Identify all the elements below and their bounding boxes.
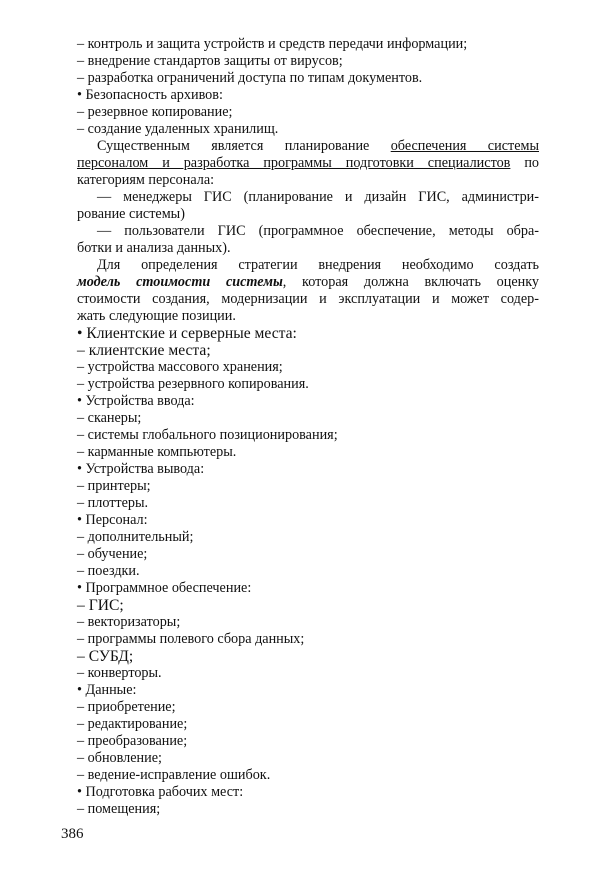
list-item: — менеджеры ГИС (планирование и дизайн ГИС, администри- bbox=[97, 189, 539, 205]
list-item: – разработка ограничений доступа по типам документов. bbox=[77, 70, 423, 86]
list-item: – устройства массового хранения; bbox=[77, 359, 283, 375]
paragraph-line: стоимости создания, модернизации и эксплуатации и может содер- bbox=[77, 291, 539, 307]
page-text bbox=[77, 36, 539, 818]
list-item: – резервное копирование; bbox=[77, 104, 233, 120]
paragraph-line: Для определения стратегии внедрения необходимо создать bbox=[97, 257, 539, 273]
list-item: – ГИС; bbox=[77, 597, 124, 614]
paragraph-line: категориям персонала: bbox=[77, 172, 215, 188]
list-item: – программы полевого сбора данных; bbox=[77, 631, 305, 647]
list-item: – сканеры; bbox=[77, 410, 142, 426]
list-item: — пользователи ГИС (программное обеспечение, методы обра- bbox=[97, 223, 539, 239]
list-item: – конверторы. bbox=[77, 665, 162, 681]
underlined-text: персоналом и разработка программы подготовки специалистов bbox=[77, 155, 511, 171]
paragraph-text: , которая должна включать оценку bbox=[282, 274, 539, 290]
list-item: – создание удаленных хранилищ. bbox=[77, 121, 279, 137]
list-heading: • Персонал: bbox=[77, 512, 148, 528]
page-number: 386 bbox=[61, 826, 84, 842]
list-heading: • Клиентские и серверные места: bbox=[77, 325, 297, 342]
list-item-continuation: рование системы) bbox=[77, 206, 185, 222]
list-item: – обучение; bbox=[77, 546, 148, 562]
list-item: – контроль и защита устройств и средств передачи информации; bbox=[77, 36, 468, 52]
bold-italic-term: модель стоимости системы bbox=[77, 274, 283, 290]
paragraph-line bbox=[77, 138, 539, 155]
list-item: – обновление; bbox=[77, 750, 162, 766]
list-item: – СУБД; bbox=[77, 648, 134, 665]
list-heading: • Подготовка рабочих мест: bbox=[77, 784, 244, 800]
list-item: – внедрение стандартов защиты от вирусов; bbox=[77, 53, 343, 69]
list-item: – устройства резервного копирования. bbox=[77, 376, 309, 392]
list-item: – плоттеры. bbox=[77, 495, 149, 511]
paragraph-line: жать следующие позиции. bbox=[77, 308, 236, 324]
list-heading: • Безопасность архивов: bbox=[77, 87, 223, 103]
list-item: – редактирование; bbox=[77, 716, 188, 732]
list-item: – карманные компьютеры. bbox=[77, 444, 237, 460]
list-heading: • Программное обеспечение: bbox=[77, 580, 252, 596]
list-item: – дополнительный; bbox=[77, 529, 194, 545]
paragraph-line bbox=[77, 155, 539, 172]
list-item: – преобразование; bbox=[77, 733, 188, 749]
list-item: – системы глобального позиционирования; bbox=[77, 427, 338, 443]
list-heading: • Устройства ввода: bbox=[77, 393, 195, 409]
list-item: – помещения; bbox=[77, 801, 161, 817]
list-item: – ведение-исправление ошибок. bbox=[77, 767, 271, 783]
list-item: – клиентские места; bbox=[77, 342, 211, 359]
paragraph-line bbox=[77, 274, 539, 291]
paragraph-text: Существенным является планирование bbox=[97, 138, 391, 154]
list-item: – векторизаторы; bbox=[77, 614, 181, 630]
list-heading: • Данные: bbox=[77, 682, 137, 698]
list-item: – приобретение; bbox=[77, 699, 176, 715]
list-heading: • Устройства вывода: bbox=[77, 461, 205, 477]
list-item-continuation: ботки и анализа данных). bbox=[77, 240, 231, 256]
paragraph-text: по bbox=[510, 155, 540, 171]
list-item: – поездки. bbox=[77, 563, 140, 579]
list-item: – принтеры; bbox=[77, 478, 151, 494]
underlined-text: обеспечения системы bbox=[390, 138, 539, 154]
